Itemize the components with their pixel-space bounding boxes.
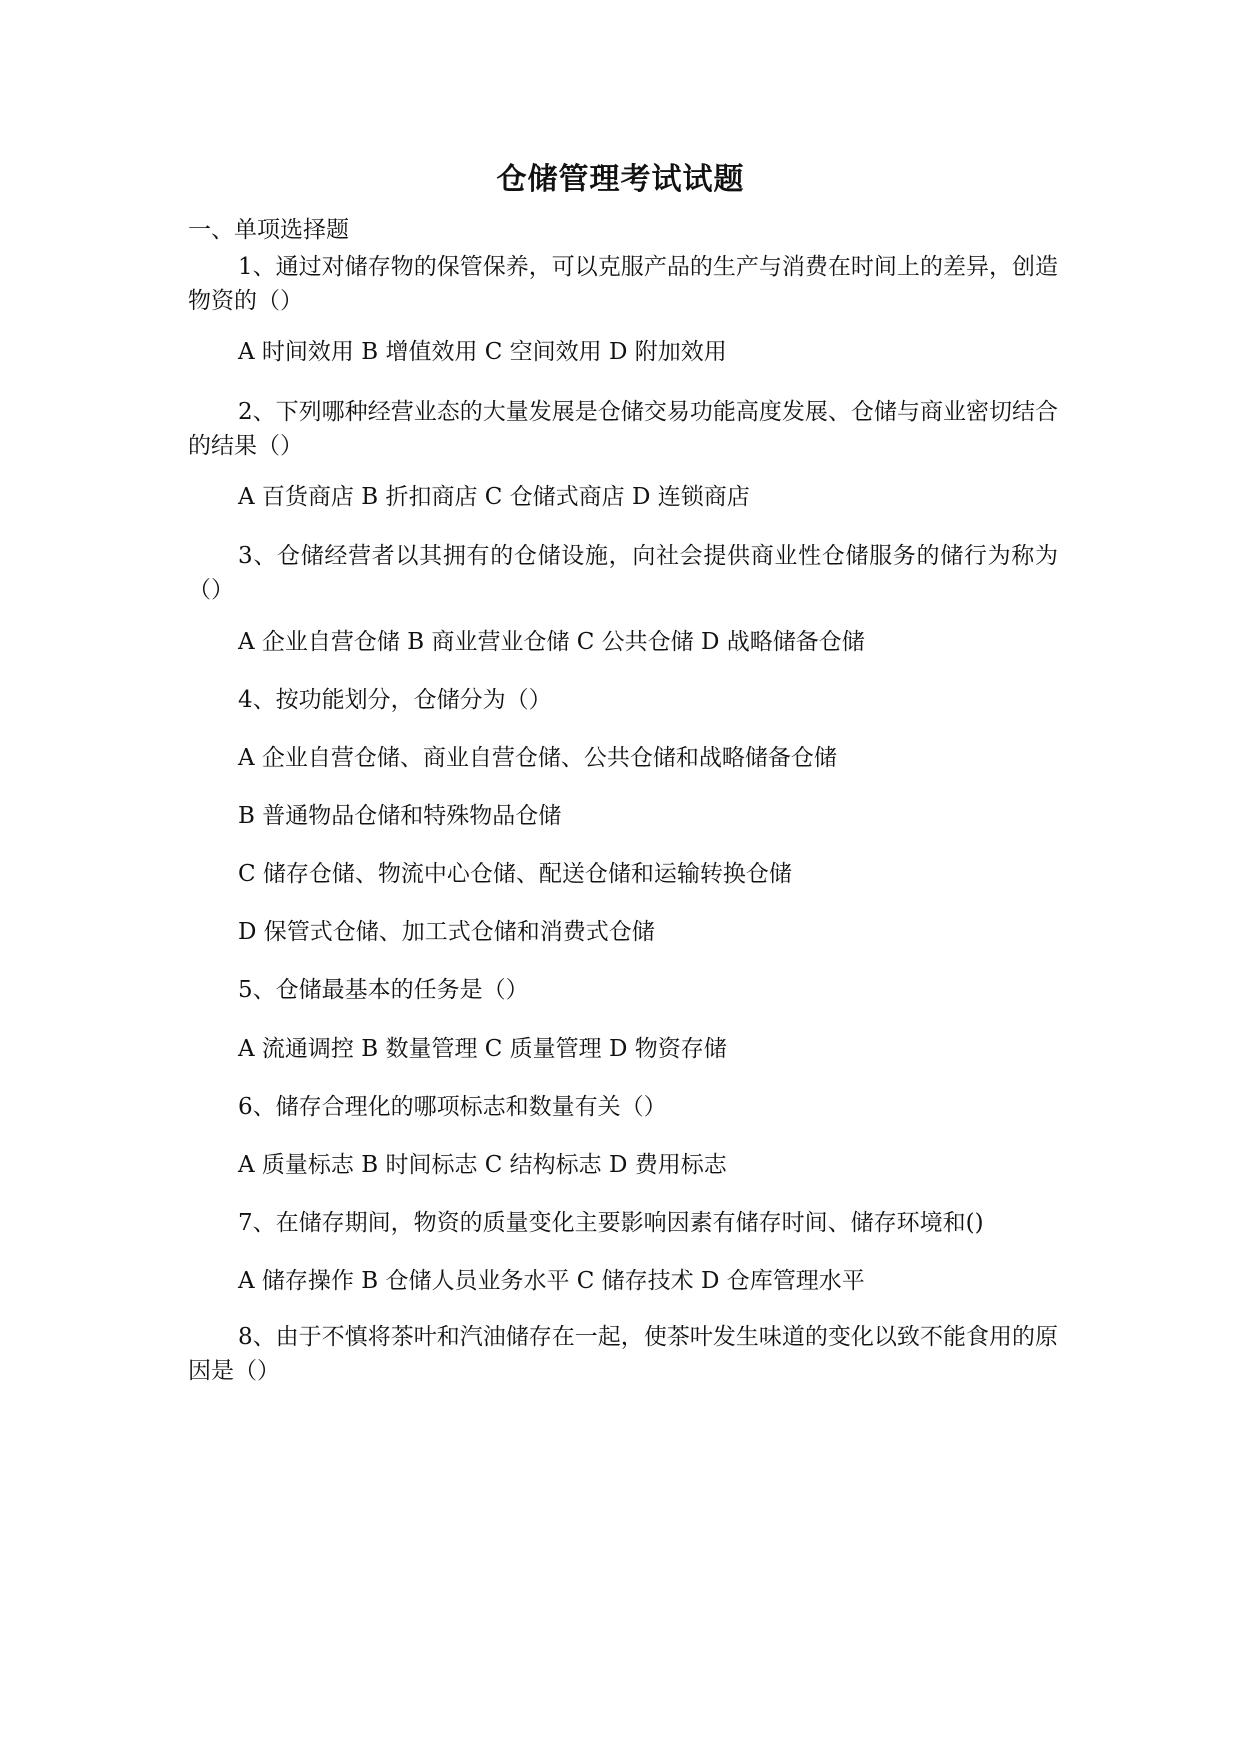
question-3-options: A 企业自营仓储 B 商业营业仓储 C 公共仓储 D 战略储备仓储 <box>238 629 865 655</box>
question-1-stem: 1、通过对储存物的保管保养，可以克服产品的生产与消费在时间上的差异，创造物资的（） <box>188 254 1058 314</box>
question-8-stem: 8、由于不慎将茶叶和汽油储存在一起，使茶叶发生味道的变化以致不能食用的原因是（） <box>188 1324 1058 1384</box>
question-5-options: A 流通调控 B 数量管理 C 质量管理 D 物资存储 <box>238 1036 727 1062</box>
question-4-option-a: A 企业自营仓储、商业自营仓储、公共仓储和战略储备仓储 <box>238 745 837 771</box>
question-8 <box>188 1320 1058 1388</box>
question-4-option-c: C 储存仓储、物流中心仓储、配送仓储和运输转换仓储 <box>238 861 792 887</box>
question-4-stem: 4、按功能划分，仓储分为（） <box>238 687 552 713</box>
question-7-options: A 储存操作 B 仓储人员业务水平 C 储存技术 D 仓库管理水平 <box>238 1268 865 1294</box>
question-4-option-b: B 普通物品仓储和特殊物品仓储 <box>238 803 562 829</box>
question-5-stem: 5、仓储最基本的任务是（） <box>238 977 529 1003</box>
question-3-stem: 3、仓储经营者以其拥有的仓储设施，向社会提供商业性仓储服务的储行为称为（） <box>188 543 1058 603</box>
question-2 <box>188 395 1058 463</box>
question-2-stem: 2、下列哪种经营业态的大量发展是仓储交易功能高度发展、仓储与商业密切结合的结果（） <box>188 399 1058 459</box>
question-4-option-d: D 保管式仓储、加工式仓储和消费式仓储 <box>238 919 655 945</box>
question-2-options: A 百货商店 B 折扣商店 C 仓储式商店 D 连锁商店 <box>238 484 750 510</box>
document-title: 仓储管理考试试题 <box>496 162 745 197</box>
question-3 <box>188 539 1058 607</box>
question-1-options: A 时间效用 B 增值效用 C 空间效用 D 附加效用 <box>238 339 727 365</box>
question-1 <box>188 250 1058 318</box>
question-6-stem: 6、储存合理化的哪项标志和数量有关（） <box>238 1094 667 1120</box>
question-6-options: A 质量标志 B 时间标志 C 结构标志 D 费用标志 <box>238 1152 727 1178</box>
question-7-stem: 7、在储存期间，物资的质量变化主要影响因素有储存时间、储存环境和() <box>238 1210 984 1236</box>
section-heading: 一、单项选择题 <box>188 217 349 243</box>
